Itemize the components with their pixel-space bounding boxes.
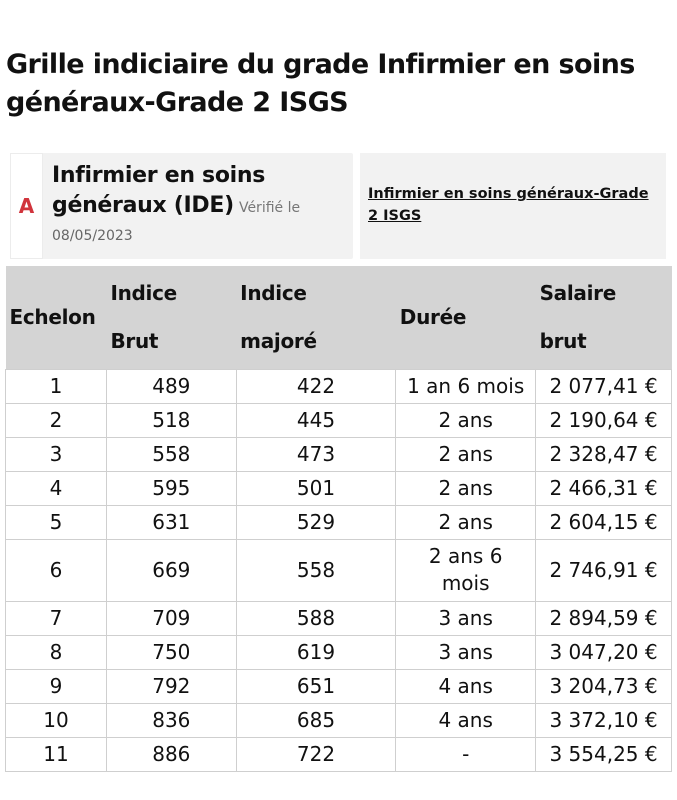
header-echelon: Echelon	[6, 266, 107, 369]
cell-salaire: 3 204,73 €	[536, 669, 672, 703]
cell-brut: 631	[106, 505, 236, 539]
cell-brut: 669	[106, 539, 236, 601]
grade-link-card	[360, 153, 666, 259]
cell-majore: 722	[236, 737, 396, 771]
header-indice-brut: Indice Brut	[106, 266, 236, 369]
cell-brut: 750	[106, 635, 236, 669]
cell-majore: 558	[236, 539, 396, 601]
cell-duree: 2 ans	[396, 471, 536, 505]
header-indice-majore: Indice majoré	[236, 266, 396, 369]
cell-salaire: 3 554,25 €	[536, 737, 672, 771]
cell-brut: 709	[106, 601, 236, 635]
cell-brut: 792	[106, 669, 236, 703]
page-title: Grille indiciaire du grade Infirmier en soins généraux-Grade 2 ISGS	[6, 49, 635, 118]
grade-info-card[interactable]	[10, 153, 353, 259]
cell-majore: 501	[236, 471, 396, 505]
table-row	[6, 539, 672, 601]
table-row	[6, 471, 672, 505]
category-badge: A	[10, 153, 43, 259]
cell-echelon: 5	[6, 505, 107, 539]
cell-duree: 2 ans	[396, 437, 536, 471]
grade-info-body	[52, 161, 350, 251]
cell-duree: 3 ans	[396, 635, 536, 669]
cell-duree: 2 ans 6 mois	[396, 539, 536, 601]
cell-majore: 445	[236, 403, 396, 437]
table-row	[6, 703, 672, 737]
verified-date: 08/05/2023	[52, 228, 133, 244]
cell-brut: 558	[106, 437, 236, 471]
cell-duree: 4 ans	[396, 669, 536, 703]
cell-duree: 4 ans	[396, 703, 536, 737]
cell-brut: 595	[106, 471, 236, 505]
cell-duree: 3 ans	[396, 601, 536, 635]
cell-salaire: 2 077,41 €	[536, 369, 672, 403]
cell-echelon: 10	[6, 703, 107, 737]
cell-majore: 685	[236, 703, 396, 737]
cell-echelon: 1	[6, 369, 107, 403]
cell-salaire: 2 894,59 €	[536, 601, 672, 635]
cell-salaire: 2 604,15 €	[536, 505, 672, 539]
table-row	[6, 601, 672, 635]
cell-echelon: 3	[6, 437, 107, 471]
cell-echelon: 4	[6, 471, 107, 505]
cell-majore: 529	[236, 505, 396, 539]
cell-brut: 489	[106, 369, 236, 403]
cell-salaire: 2 328,47 €	[536, 437, 672, 471]
cell-salaire: 3 372,10 €	[536, 703, 672, 737]
grade-name: Infirmier en soins généraux (IDE)	[52, 163, 266, 218]
cell-brut: 836	[106, 703, 236, 737]
cell-duree: -	[396, 737, 536, 771]
cell-salaire: 2 190,64 €	[536, 403, 672, 437]
table-row	[6, 437, 672, 471]
table-row	[6, 403, 672, 437]
cell-brut: 518	[106, 403, 236, 437]
cell-brut: 886	[106, 737, 236, 771]
verified-label: Vérifié le	[238, 200, 301, 216]
cell-majore: 619	[236, 635, 396, 669]
table-row	[6, 505, 672, 539]
cell-duree: 1 an 6 mois	[396, 369, 536, 403]
cell-echelon: 6	[6, 539, 107, 601]
cell-majore: 473	[236, 437, 396, 471]
table-row	[6, 737, 672, 771]
table-row	[6, 635, 672, 669]
cell-echelon: 2	[6, 403, 107, 437]
cell-salaire: 3 047,20 €	[536, 635, 672, 669]
header-duree: Durée	[396, 266, 536, 369]
cell-duree: 2 ans	[396, 505, 536, 539]
table-row	[6, 369, 672, 403]
cell-duree: 2 ans	[396, 403, 536, 437]
cell-majore: 651	[236, 669, 396, 703]
table-row	[6, 669, 672, 703]
cell-majore: 588	[236, 601, 396, 635]
salary-grid-table	[5, 266, 672, 772]
cell-echelon: 7	[6, 601, 107, 635]
cell-salaire: 2 746,91 €	[536, 539, 672, 601]
table-header-row	[6, 266, 672, 369]
cell-echelon: 8	[6, 635, 107, 669]
cell-echelon: 9	[6, 669, 107, 703]
cell-salaire: 2 466,31 €	[536, 471, 672, 505]
cell-echelon: 11	[6, 737, 107, 771]
header-salaire-brut: Salaire brut	[536, 266, 672, 369]
grade-link[interactable]: Infirmier en soins généraux-Grade 2 ISGS	[368, 186, 649, 224]
cell-majore: 422	[236, 369, 396, 403]
